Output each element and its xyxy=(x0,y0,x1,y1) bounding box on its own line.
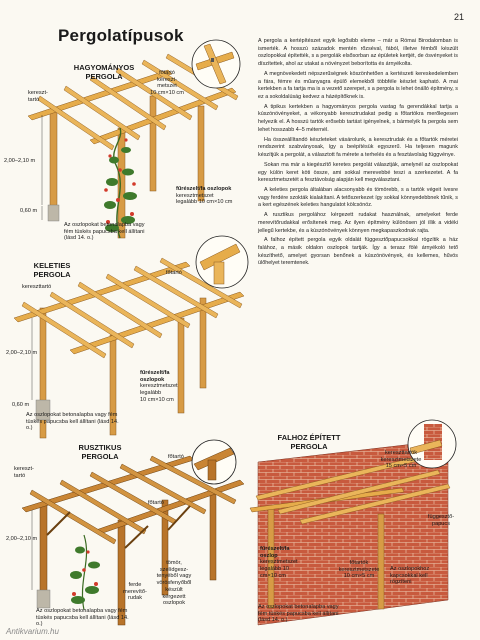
rustic-post-label: tömör, szelídgesztenyéből vagy vörösfenyőből készült kérgezett oszlopok xyxy=(156,560,192,607)
eastern-post-text: fűrészelt/fa oszlopok xyxy=(140,370,170,383)
article-text xyxy=(258,38,458,270)
wall-rafter-size: 10 cm×5 cm xyxy=(343,573,375,580)
wall-crossbeam-text: kereszttartók xyxy=(384,450,418,456)
eastern-post-size: 10 cm×10 cm xyxy=(140,396,174,403)
eastern-rafter-label: főtartó xyxy=(166,270,182,276)
traditional-height-label: 2,00–2,10 m xyxy=(4,158,36,164)
paragraph: A keleties pergola általában alacsonyabb és tömörebb, s a tartók végeit ívesre vagy ferdére szokták kialakítani. A tetőszerkezet így sokkal könnyedebbnek tűnik, s a kert egészének keleties hangulatot kölcsönöz. xyxy=(258,186,458,209)
paragraph: A tipikus kertekben a hagyományos pergola vastag fa gerendákkal tartja a kúszónövényeket, a vékonyabb keresztrudakat pedig a főtartókra merőlegesen helyezik el. A hosszú tartók erősebb tartást igényelnek, s bármelyik fa pergola sem lehet hosszabb 4–5 méternél. xyxy=(258,103,458,133)
page-number: 21 xyxy=(453,12,464,22)
traditional-rafter-text: főtartó xyxy=(159,70,175,76)
paragraph: A rusztikus pergolához kérgezett rudakat használnak, amelyeket ferde merevítőrudakkal erősítenek meg. Az ilyen építmény különösen jól illik a vidéki jellegű kertekbe, és a kúszónövények könnyen megkapaszkodnak rajta. xyxy=(258,212,458,234)
wall-crossbeam-label xyxy=(370,450,432,470)
eastern-title-line2: PERGOLA xyxy=(33,269,71,279)
eastern-base-note: Az oszlopokat betonalapba vagy fém tüskés papucsba kell állítani (lásd 14. o.) xyxy=(26,412,119,432)
rustic-title-line2: PERGOLA xyxy=(81,451,119,461)
traditional-post-detail: keresztmetszet xyxy=(176,192,214,199)
paragraph: Sokan ma már a kiegészítő keretes pergolát választják, amelynél az oszlopokat egy külön keret köti össze, ami sokkal merevebbé teszi a szerkezetet. A fa keresztmetszetét a fesztávolság alapján kell megválasztani. xyxy=(258,161,458,184)
rustic-brace-label: ferde merevítőrudak xyxy=(123,582,147,602)
traditional-rafter-label xyxy=(150,70,184,97)
watermark: Antikvarium.hu xyxy=(6,627,59,636)
paragraph: A megnövekedett népszerűségnek köszönhetően a kertészeti kereskedelemben a fára, fémre és műanyagra épülő elemekből többféle készlet kapható. A mai kertekben a fa tartja ma is a vezető szerepet, s a pergola is lehet önálló építmény, s ez a sokoldalúság kedvez a házépítőknek is. xyxy=(258,70,458,101)
wall-rafter-text: főtartók xyxy=(349,560,369,566)
rustic-title-line1: RUSZTIKUS xyxy=(78,443,122,452)
wall-crossbeam-detail: keresztmetszete xyxy=(380,456,422,463)
traditional-rafter-detail: keresztmetszet xyxy=(157,76,177,90)
paragraph: Ha összeállítandó készleteket vásárolunk, a keresztrudak és a főtartók méretei rendszerint szabványosak, így a beépítésük egyszerű. Ha teljesen magunk készítjük a pergolát, a választott fa mérete a terhelés és a fesztávolság függvénye. xyxy=(258,136,458,159)
traditional-post-label xyxy=(176,186,250,206)
wall-post-label xyxy=(260,546,306,580)
rustic-rose-plant xyxy=(70,535,100,610)
wall-hanger-label: függesztőpapucs xyxy=(427,514,455,527)
traditional-post-size: legalább 10 cm×10 cm xyxy=(176,199,233,206)
wall-pergola-title xyxy=(264,434,354,451)
eastern-joint-detail xyxy=(196,236,248,288)
rustic-height-label: 2,00–2,10 m xyxy=(6,536,38,542)
traditional-title-line1: HAGYOMÁNYOS xyxy=(73,63,135,72)
rustic-crossbeam-label: kereszttartó xyxy=(14,466,34,479)
traditional-post-text: fűrészelt/fa oszlopok xyxy=(176,186,232,192)
traditional-title-line2: PERGOLA xyxy=(85,71,123,81)
eastern-post-label xyxy=(140,370,192,404)
eastern-crossbeam-label: kereszttartó xyxy=(22,284,52,290)
eastern-height-label: 2,00–2,10 m xyxy=(6,350,38,356)
wall-rafter-detail: keresztmetszete xyxy=(338,566,380,573)
page-title: Pergolatípusok xyxy=(58,26,184,45)
wall-post-text: fűrészelt/fa oszlop xyxy=(260,546,290,559)
rustic-rafter-label: főtartó xyxy=(168,454,184,460)
traditional-rafter-size: 10 cm×10 cm xyxy=(150,90,184,97)
traditional-crossbeam-label: kereszttartó xyxy=(28,90,48,103)
wall-crossbeam-size: 15 cm×5 cm xyxy=(385,463,417,470)
rustic-joint-detail xyxy=(192,440,236,484)
rustic-base-note: Az oszlopokat betonalapba vagy fém tüskés papucsba kell állítani (lásd 14. o.) xyxy=(36,608,129,628)
wall-title-line2: PERGOLA xyxy=(290,441,328,451)
eastern-title-line1: KELETIES xyxy=(33,261,71,270)
wall-rafter-note: Az oszlopokhoz kapcsokkal kell rögzíteni xyxy=(390,566,430,586)
rustic-pergola-title xyxy=(70,444,130,461)
traditional-footing-label: 0,60 m xyxy=(20,208,38,214)
traditional-pergola-title xyxy=(64,64,144,81)
eastern-pergola-title xyxy=(22,262,82,279)
eastern-post-detail: keresztmetszet legalább xyxy=(140,383,178,397)
wall-title-line1: FALHOZ ÉPÍTETT xyxy=(277,433,341,442)
paragraph: A pergola a kertépítészet egyik legősibb eleme – már a Római Birodalomban is ismerték. A hosszú századok mentén rőzséval, fából, illetve fémből készült oszlopokkal építették, s a pergolák elsősorban az épületek kertjét, de ösvényeket is díszítettek, ahol az utakat a növényzet beborította és árnyékolta. xyxy=(258,38,458,68)
eastern-footing-label: 0,60 m xyxy=(12,402,30,408)
wall-rafter-label xyxy=(334,560,384,580)
traditional-joint-detail xyxy=(192,40,240,88)
rustic-rafter2-label: főtartó xyxy=(148,500,164,506)
wall-base-note: Az oszlopokat betonalapba vagy fém tüskés papucsba kell állítani (lásd 14. o.) xyxy=(258,604,339,624)
paragraph: A falhoz épített pergola egyik oldalát függesztőpapucsokkal rögzítik a ház falához, a másik oldalon oszlopok tartják. Így a terasz fölé árnyékoló tető készíthető, amelyet gyorsan benőnek a kúszónövények, és kellemes, hűvös ülőhelyet teremtenek. xyxy=(258,237,458,267)
wall-post-detail: keresztmetszet legalább 10 cm×10 cm xyxy=(260,559,298,579)
traditional-base-note: Az oszlopokat betonalapba vagy fém tüskés papucsba kell állítani (lásd 14. o.) xyxy=(64,222,145,242)
